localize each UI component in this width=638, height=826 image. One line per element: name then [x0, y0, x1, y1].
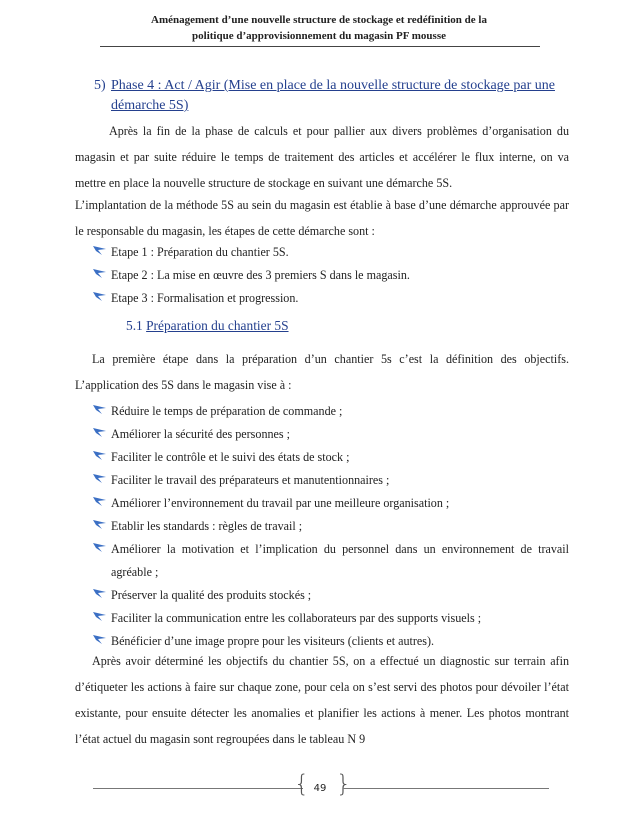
arrow-bullet-icon [93, 405, 106, 414]
subsection-title: Préparation du chantier 5S [146, 318, 289, 333]
method-paragraph: L’implantation de la méthode 5S au sein du magasin est établie à base d’une démarche approuvée par le responsable du magasin, les étapes de cette démarche sont : [75, 198, 569, 238]
list-item: Etape 1 : Préparation du chantier 5S. [93, 241, 569, 264]
arrow-bullet-icon [93, 520, 106, 529]
arrow-bullet-icon [93, 246, 106, 255]
list-item: Etablir les standards : règles de travail ; [93, 515, 569, 538]
running-header [0, 12, 638, 44]
list-item: Faciliter le travail des préparateurs et manutentionnaires ; [93, 469, 569, 492]
arrow-bullet-icon [93, 612, 106, 621]
list-item: Améliorer l’environnement du travail par une meilleure organisation ; [93, 492, 569, 515]
subsection-heading [126, 318, 289, 334]
page-number: 49 [313, 783, 327, 794]
arrow-bullet-icon [93, 269, 106, 278]
list-item: Bénéficier d’une image propre pour les visiteurs (clients et autres). [93, 630, 569, 653]
arrow-bullet-icon [93, 428, 106, 437]
section-heading [94, 76, 574, 116]
arrow-bullet-icon [93, 543, 106, 552]
objectives-intro-paragraph: La première étape dans la préparation d’un chantier 5s c’est la définition des objectifs. L’application des 5S dans le magasin vise à : [75, 352, 569, 392]
list-item: Améliorer la motivation et l’implication du personnel dans un environnement de travail agréable ; [93, 538, 569, 584]
header-divider [100, 46, 540, 47]
arrow-bullet-icon [93, 451, 106, 460]
arrow-bullet-icon [93, 292, 106, 301]
footer-divider-left [93, 788, 303, 789]
list-item: Faciliter le contrôle et le suivi des états de stock ; [93, 446, 569, 469]
arrow-bullet-icon [93, 589, 106, 598]
objectives-list [93, 400, 569, 653]
section-title: Phase 4 : Act / Agir (Mise en place de la nouvelle structure de stockage par une démarche 5S) [111, 78, 555, 113]
section-number: 5) [94, 78, 106, 93]
header-line-2: politique d’approvisionnement du magasin PF mousse [192, 30, 446, 42]
section-intro-paragraph: Après la fin de la phase de calculs et pour pallier aux divers problèmes d’organisation du magasin et par suite réduire le temps de traitement des articles et accélérer le flux interne, on va mettre en place la nouvelle structure de stockage en suivant une démarche 5S. [75, 124, 569, 190]
arrow-bullet-icon [93, 635, 106, 644]
subsection-number: 5.1 [126, 318, 143, 333]
list-item: Réduire le temps de préparation de commande ; [93, 400, 569, 423]
list-item: Faciliter la communication entre les collaborateurs par des supports visuels ; [93, 607, 569, 630]
header-line-1: Aménagement d’une nouvelle structure de stockage et redéfinition de la [151, 14, 487, 26]
arrow-bullet-icon [93, 474, 106, 483]
conclusion-paragraph: Après avoir déterminé les objectifs du chantier 5S, on a effectué un diagnostic sur terrain afin d’étiqueter les actions à faire sur chaque zone, pour cela on s’est servi des photos pour dévoiler l’état existante, pour ensuite détecter les anomalies et planifier les actions à mener. Les photos montrant l’état actuel du magasin sont regroupées dans le tableau N 9 [75, 654, 569, 746]
list-item: Préserver la qualité des produits stockés ; [93, 584, 569, 607]
left-brace-icon: { [294, 770, 310, 798]
list-item: Améliorer la sécurité des personnes ; [93, 423, 569, 446]
footer-divider-right [343, 788, 549, 789]
list-item: Etape 2 : La mise en œuvre des 3 premiers S dans le magasin. [93, 264, 569, 287]
arrow-bullet-icon [93, 497, 106, 506]
steps-list [93, 241, 569, 310]
right-brace-icon: } [336, 770, 352, 798]
list-item: Etape 3 : Formalisation et progression. [93, 287, 569, 310]
